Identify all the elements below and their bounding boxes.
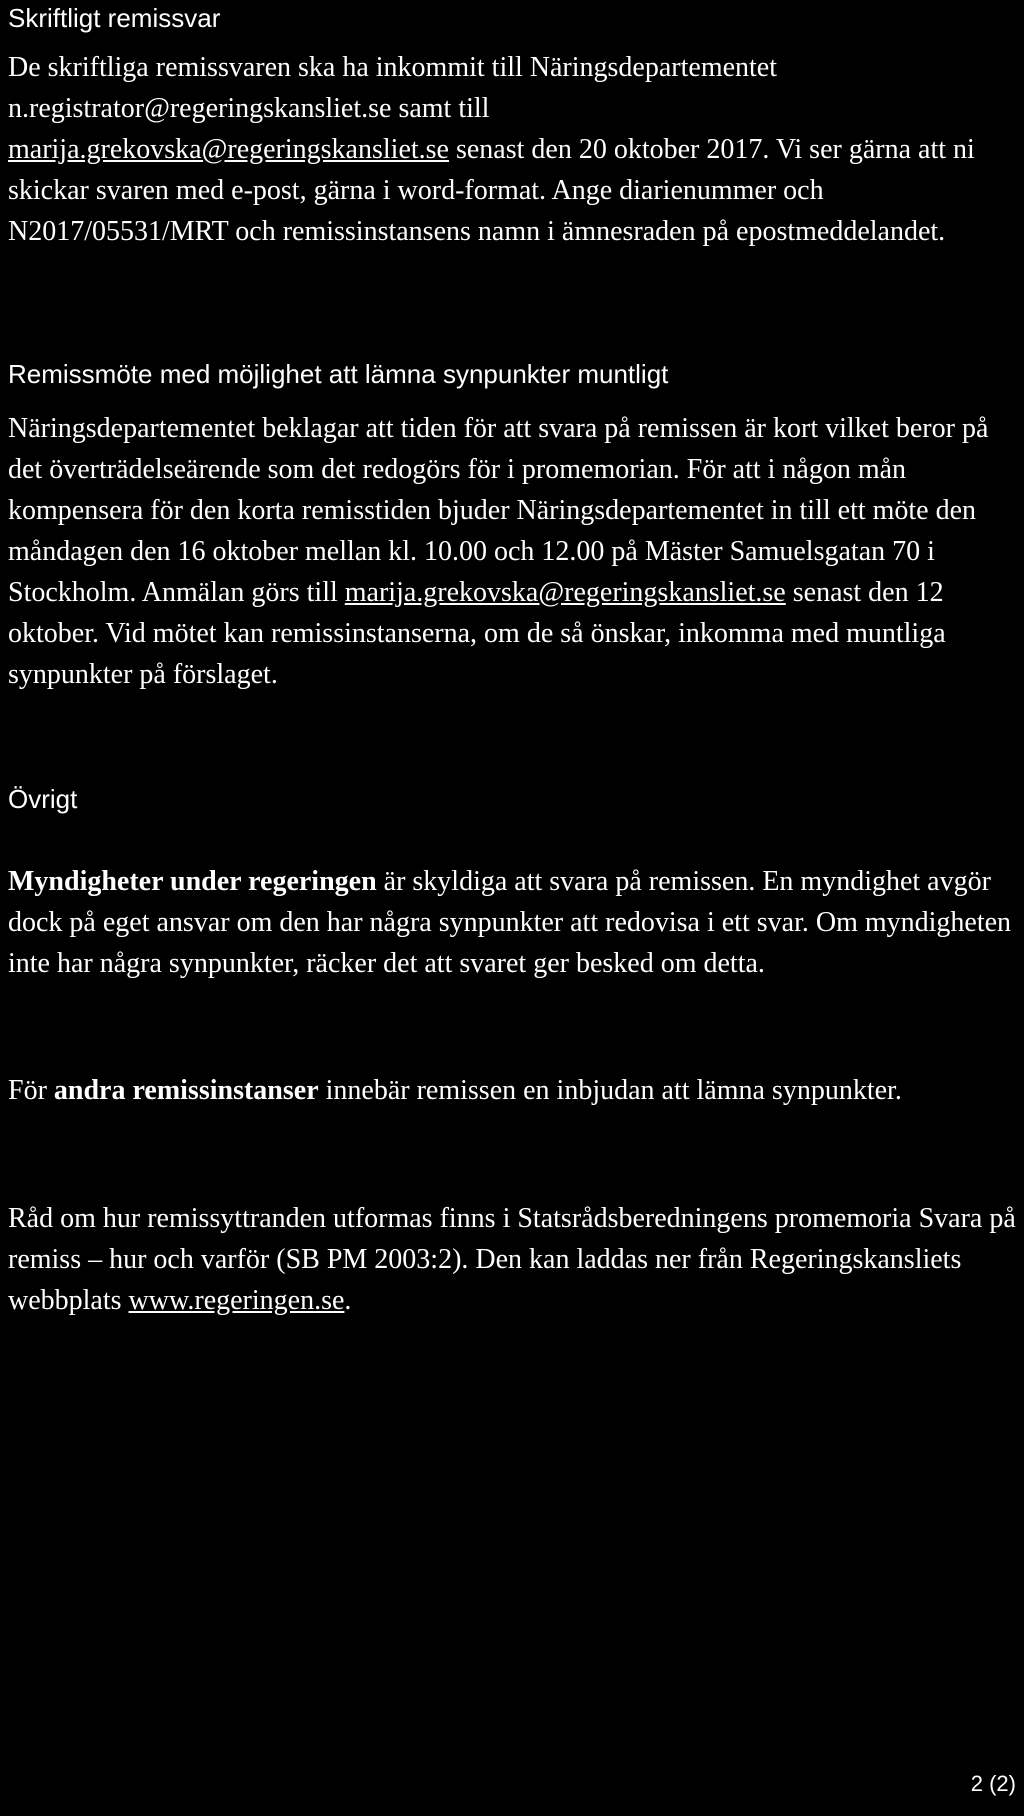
- section-heading-written-responses: Skriftligt remissvar: [8, 3, 221, 33]
- contact-email-link[interactable]: marija.grekovska@regeringskansliet.se: [8, 134, 449, 165]
- bold-text: andra remissinstanser: [53, 1075, 319, 1106]
- paragraph-text: De skriftliga remissvaren ska ha inkommit till Näringsdepartementet: [8, 52, 778, 83]
- paragraph-text: är skyldiga att svara på remissen. En myndighet avgör dock på eget ansvar om den har några synpunkter att redovisa i ett svar. Om myndigheten inte har några synpunkter, räcker det att svaret ger besked om detta.: [8, 866, 1012, 979]
- paragraph-text: .: [344, 1285, 352, 1316]
- website-link[interactable]: www.regeringen.se: [128, 1285, 345, 1316]
- paragraph-text: innebär remissen en inbjudan att lämna synpunkter.: [318, 1075, 902, 1106]
- other-bodies-paragraph: [8, 1070, 902, 1111]
- paragraph-text: Råd om hur remissyttranden utformas finns i Statsrådsberedningens promemoria Svara på remiss – hur och varför (SB PM 2003:2). Den kan laddas ner från Regeringskansliets webbplats: [8, 1203, 1016, 1316]
- section-heading-consultation-meeting: Remissmöte med möjlighet att lämna synpunkter muntligt: [8, 359, 669, 389]
- section-heading-other: Övrigt: [8, 784, 78, 814]
- paragraph-text: senast den 20 oktober 2017. Vi ser gärna att ni skickar svaren med e-post, gärna i word-format. Ange diarienummer och N2017/05531/MRT och remissinstansens namn i ämnesraden på epostmeddelandet.: [8, 134, 975, 247]
- registrator-email-text: n.registrator@regeringskansliet.se: [8, 93, 392, 124]
- written-responses-paragraph: [8, 47, 1020, 252]
- page-number: 2 (2): [970, 1771, 1016, 1796]
- meeting-email-link[interactable]: marija.grekovska@regeringskansliet.se: [344, 577, 786, 608]
- paragraph-text: Näringsdepartementet beklagar att tiden för att svara på remissen är kort vilket beror på det överträdelseärende som det redogörs för i promemorian. För att i någon mån kompensera för den korta remisstiden bjuder Näringsdepartementet in till ett möte den måndagen den 16 oktober mellan kl. 10.00 och 12.00 på Mäster Samuelsgatan 70 i Stockholm. Anmälan görs till: [8, 413, 989, 608]
- advice-paragraph: [8, 1198, 1020, 1321]
- paragraph-text: samt till: [391, 93, 490, 124]
- consultation-meeting-paragraph: [8, 408, 1020, 695]
- paragraph-text: senast den 12 oktober. Vid mötet kan remissinstanserna, om de så önskar, inkomma med muntliga synpunkter på förslaget.: [8, 577, 946, 690]
- authorities-paragraph: [8, 861, 1020, 984]
- paragraph-text: För: [8, 1075, 54, 1106]
- bold-text: Myndigheter under regeringen: [8, 866, 377, 897]
